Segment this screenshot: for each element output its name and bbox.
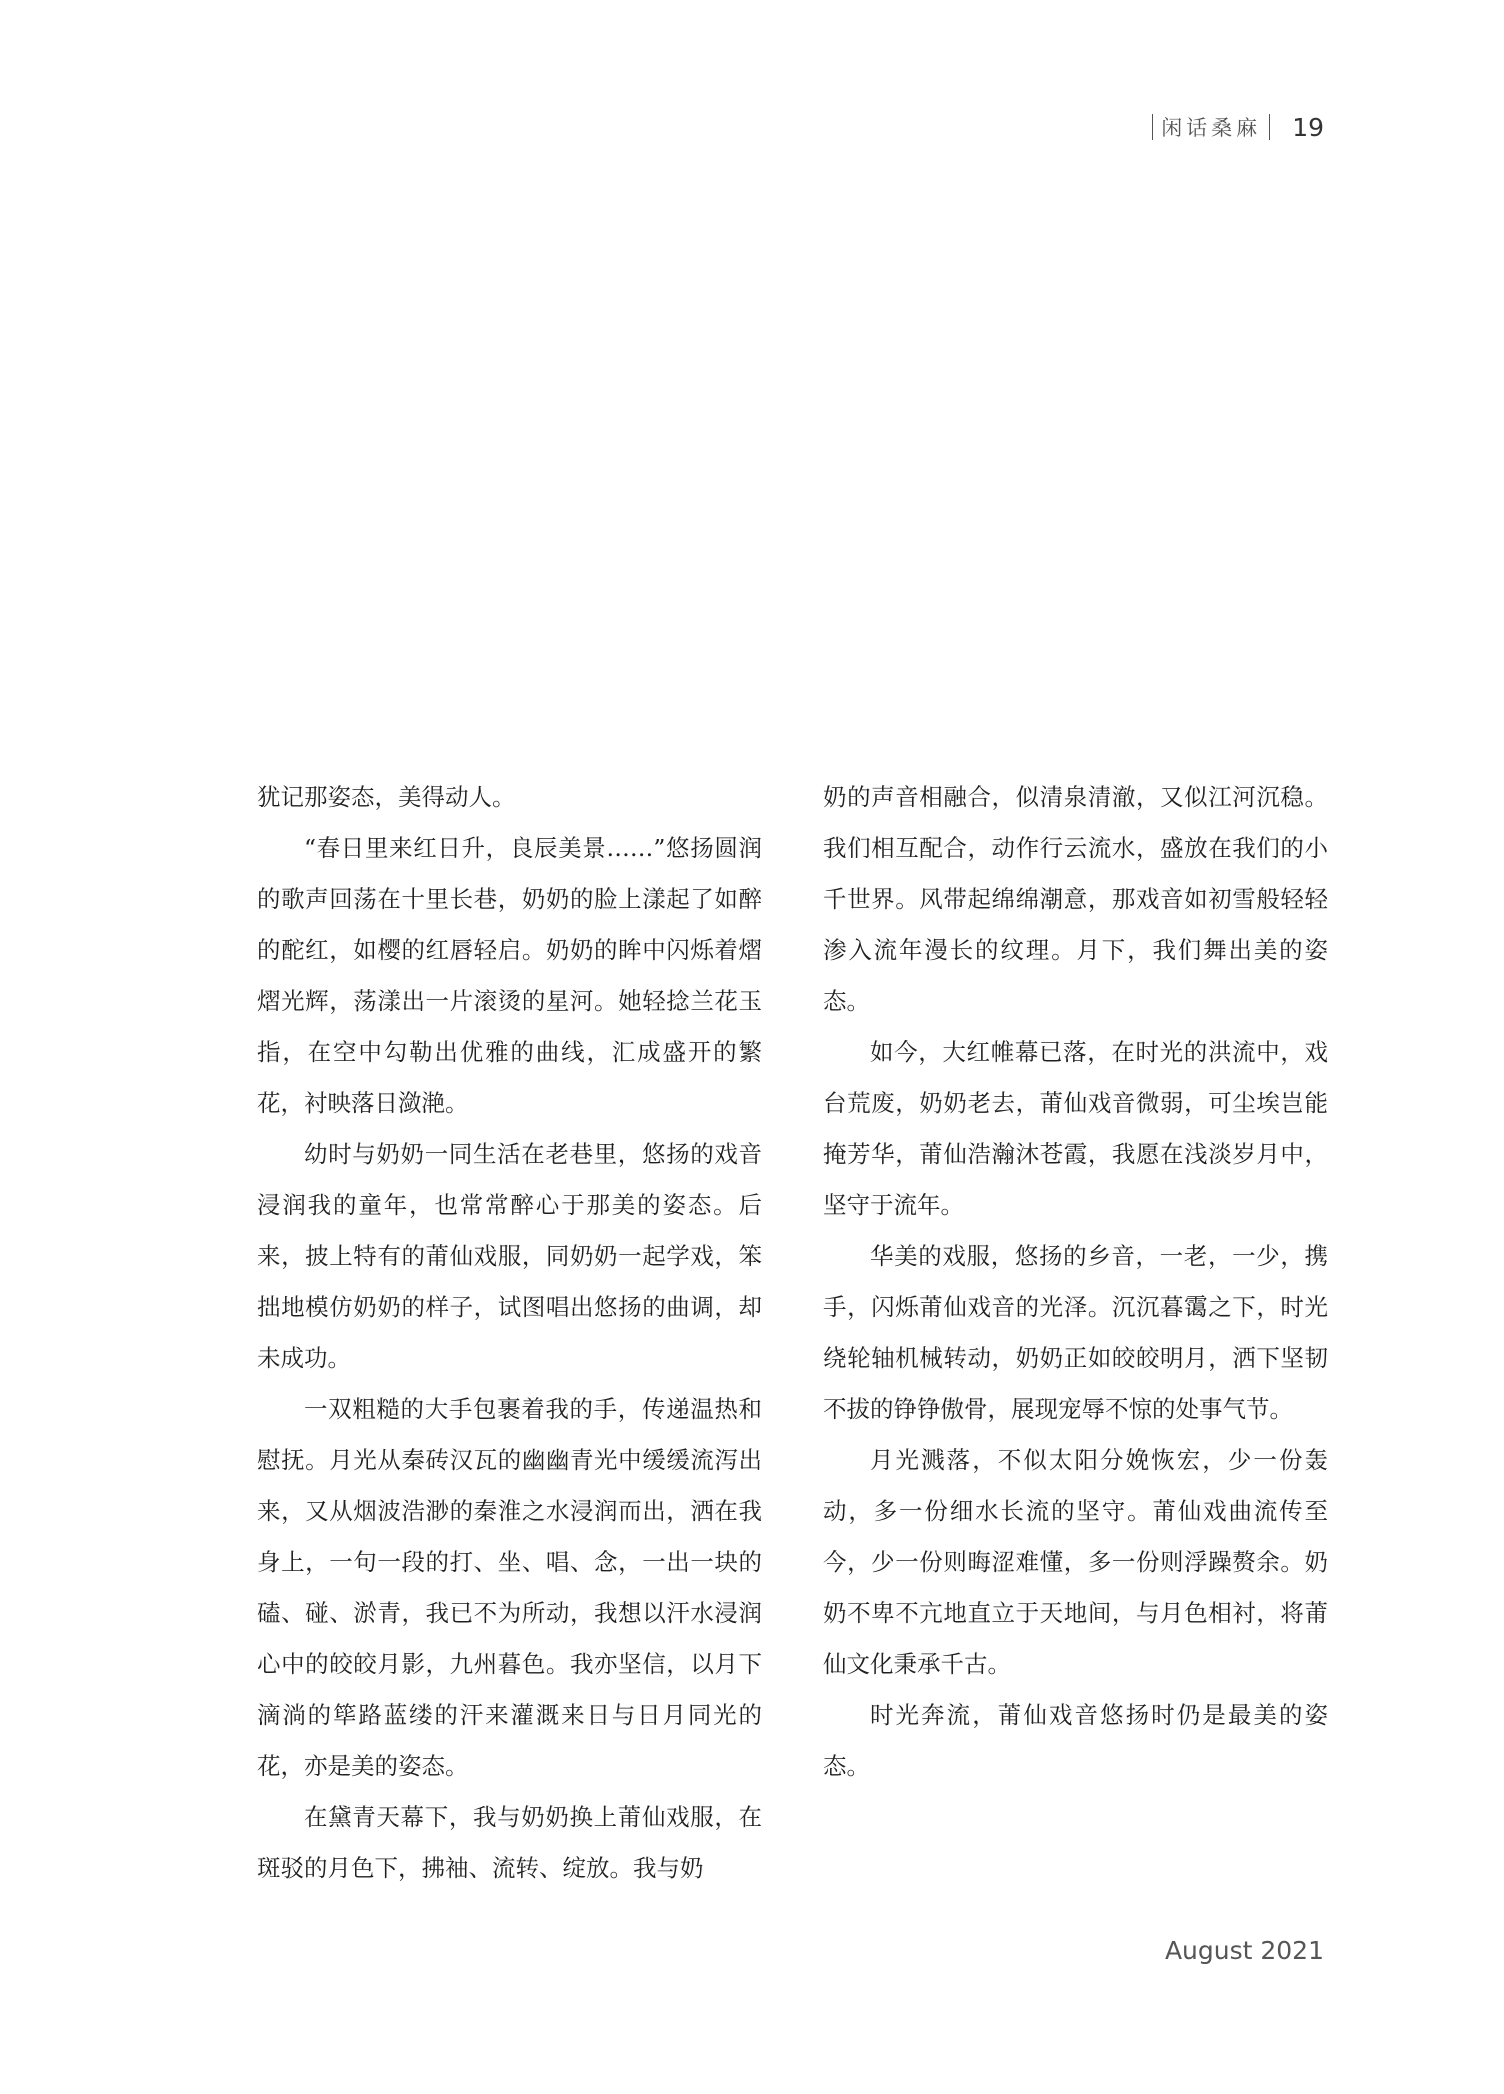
paragraph: 奶的声音相融合，似清泉清澈，又似江河沉稳。我们相互配合，动作行云流水，盛放在我们的小千世界。风带起绵绵潮意，那戏音如初雪般轻轻渗入流年漫长的纹理。月下，我们舞出美的姿态。 (823, 783, 1328, 1015)
paragraph: 一双粗糙的大手包裹着我的手，传递温热和慰抚。月光从秦砖汉瓦的幽幽青光中缓缓流泻出来，又从烟波浩渺的秦淮之水浸润而出，洒在我身上，一句一段的打、坐、唱、念，一出一块的磕、碰、淤青，我已不为所动，我想以汗水浸润心中的皎皎月影，九州暮色。我亦坚信，以月下滴淌的筚路蓝缕的汗来灌溉来日与日月同光的花，亦是美的姿态。 (257, 1395, 762, 1780)
running-header (1144, 112, 1324, 142)
section-title: 闲话桑麻 (1161, 116, 1262, 140)
paragraph: 幼时与奶奶一同生活在老巷里，悠扬的戏音浸润我的童年，也常常醉心于那美的姿态。后来，披上特有的莆仙戏服，同奶奶一起学戏，笨拙地模仿奶奶的样子，试图唱出悠扬的曲调，却未成功。 (257, 1140, 762, 1372)
text-column-right (823, 772, 1328, 1792)
paragraph: 时光奔流，莆仙戏音悠扬时仍是最美的姿态。 (823, 1701, 1328, 1780)
page-number: 19 (1292, 112, 1324, 142)
text-column-left (257, 772, 762, 1894)
paragraph: 华美的戏服，悠扬的乡音，一老，一少，携手，闪烁莆仙戏音的光泽。沉沉暮霭之下，时光绕轮轴机械转动，奶奶正如皎皎明月，洒下坚韧不拔的铮铮傲骨，展现宠辱不惊的处事气节。 (823, 1242, 1328, 1423)
paragraph: 犹记那姿态，美得动人。 (257, 783, 516, 811)
header-divider-right (1269, 114, 1270, 140)
paragraph: 如今，大红帷幕已落，在时光的洪流中，戏台荒废，奶奶老去，莆仙戏音微弱，可尘埃岂能掩芳华，莆仙浩瀚沐苍霞，我愿在浅淡岁月中，坚守于流年。 (823, 1038, 1328, 1219)
header-divider-left (1152, 114, 1153, 140)
paragraph: 在黛青天幕下，我与奶奶换上莆仙戏服，在斑驳的月色下，拂袖、流转、绽放。我与奶 (257, 1803, 762, 1882)
paragraph: “春日里来红日升，良辰美景……”悠扬圆润的歌声回荡在十里长巷，奶奶的脸上漾起了如醉的酡红，如樱的红唇轻启。奶奶的眸中闪烁着熠熠光辉，荡漾出一片滚烫的星河。她轻捻兰花玉指，在空中勾勒出优雅的曲线，汇成盛开的繁花，衬映落日潋滟。 (257, 834, 762, 1117)
issue-date: August 2021 (1164, 1936, 1324, 1965)
paragraph: 月光溅落，不似太阳分娩恢宏，少一份轰动，多一份细水长流的坚守。莆仙戏曲流传至今，少一份则晦涩难懂，多一份则浮躁赘余。奶奶不卑不亢地直立于天地间，与月色相衬，将莆仙文化秉承千古。 (823, 1446, 1328, 1678)
